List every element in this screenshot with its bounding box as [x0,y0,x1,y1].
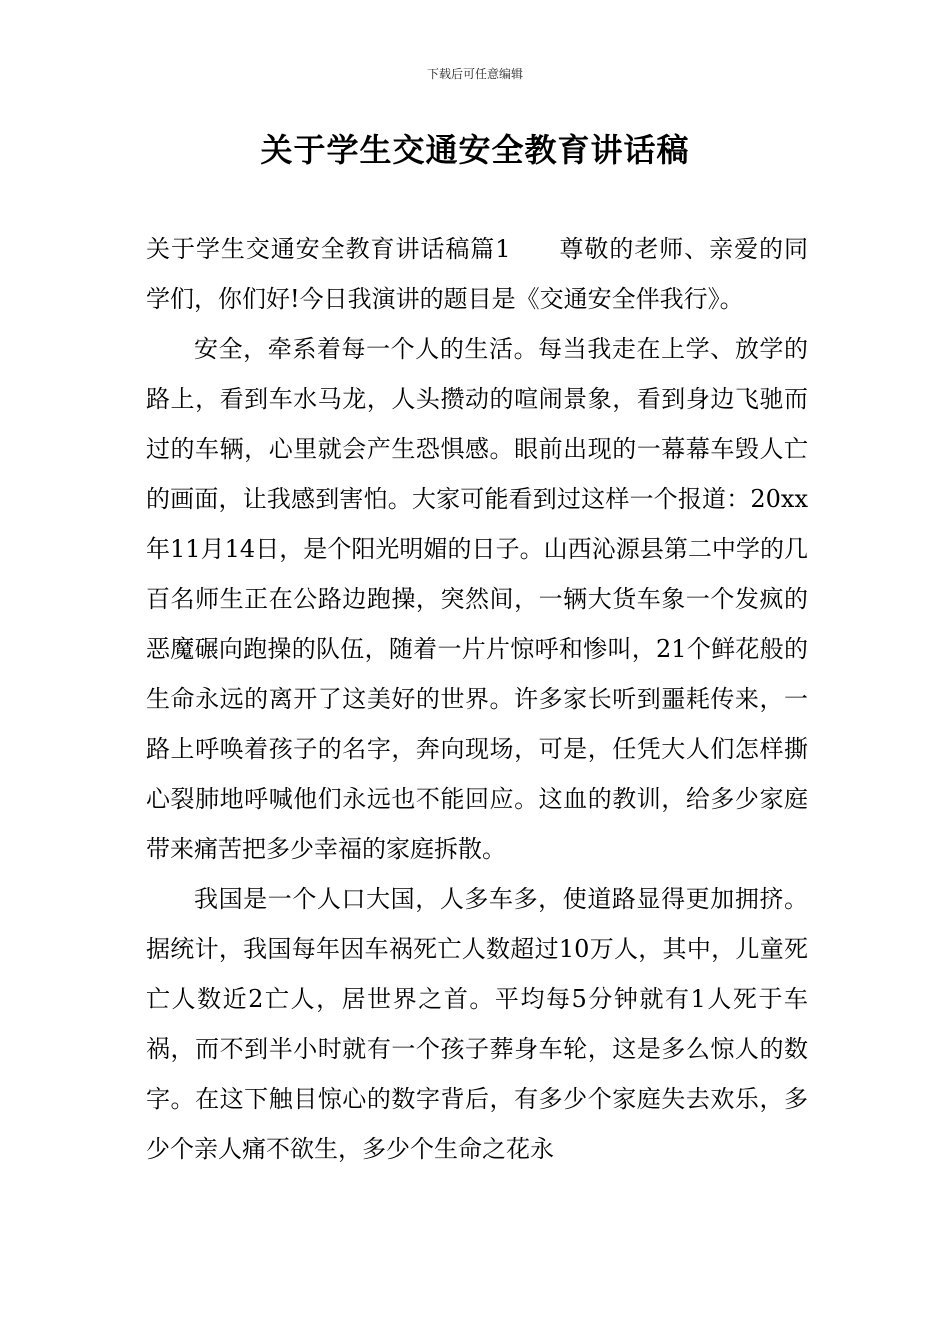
intro-heading: 关于学生交通安全教育讲话稿篇1 [146,235,511,263]
intro-paragraph [146,224,808,324]
body-paragraph: 我国是一个人口大国，人多车多，使道路显得更加拥挤。据统计，我国每年因车祸死亡人数超过10万人，其中，儿童死亡人数近2亡人，居世界之首。平均每5分钟就有1人死于车祸，而不到半小时就有一个孩子葬身车轮，这是多么惊人的数字。在这下触目惊心的数字背后，有多少个家庭失去欢乐，多少个亲人痛不欲生，多少个生命之花永 [146,885,808,1163]
document-body [146,224,808,1174]
header-note: 下载后可任意编辑 [426,67,523,81]
document-title: 关于学生交通安全教育讲话稿 [260,131,690,169]
body-paragraph: 安全，牵系着每一个人的生活。每当我走在上学、放学的路上，看到车水马龙，人头攒动的喧闹景象，看到身边飞驰而过的车辆，心里就会产生恐惧感。眼前出现的一幕幕车毁人亡的画面，让我感到害怕。大家可能看到过这样一个报道：20xx年11月14日，是个阳光明媚的日子。山西沁源县第二中学的几百名师生正在公路边跑操，突然间，一辆大货车象一个发疯的恶魔碾向跑操的队伍，随着一片片惊呼和惨叫，21个鲜花般的生命永远的离开了这美好的世界。许多家长听到噩耗传来，一路上呼唤着孩子的名字，奔向现场，可是，任凭大人们怎样撕心裂肺地呼喊他们永远也不能回应。这血的教训，给多少家庭带来痛苦把多少幸福的家庭拆散。 [146,335,808,863]
intro-text: 尊敬的老师、亲爱的同学们，你们好!今日我演讲的题目是《交通安全伴我行》。 [146,235,808,313]
